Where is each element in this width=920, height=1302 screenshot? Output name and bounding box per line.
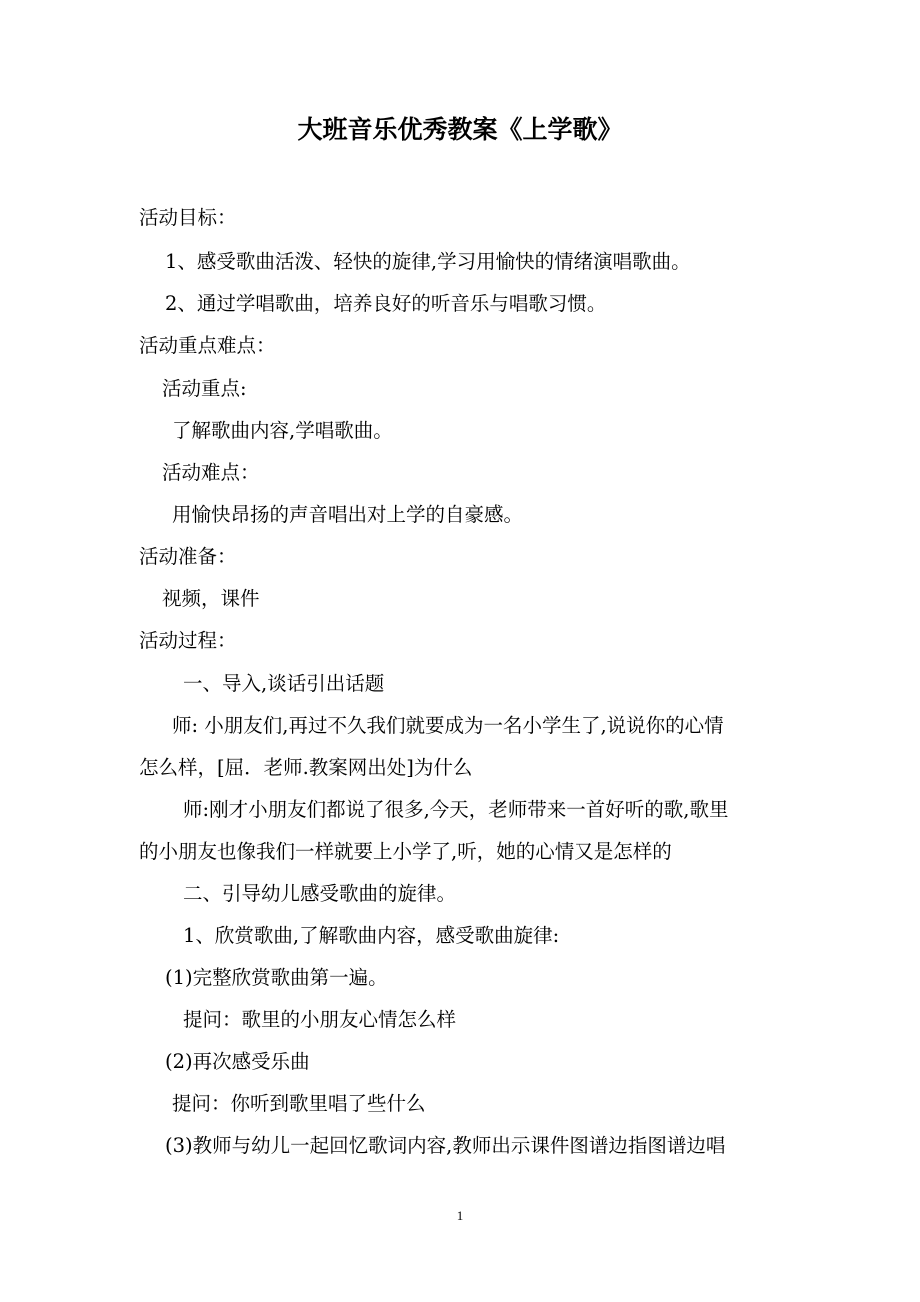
question-text: 提问：歌里的小朋友心情怎么样 [183, 1008, 457, 1031]
subheading-difficulty: 活动难点： [162, 461, 260, 484]
section-heading-goals: 活动目标： [139, 206, 237, 229]
paragraph-line: 怎么样，[屈．老师.教案网出处]为什么 [139, 756, 473, 779]
list-item: (2)再次感受乐曲 [165, 1050, 310, 1073]
key-point-text: 了解歌曲内容,学唱歌曲。 [172, 419, 393, 442]
paragraph-line: 的小朋友也像我们一样就要上小学了,听，她的心情又是怎样的 [139, 840, 672, 863]
step-heading-1: 一、导入,谈话引出话题 [183, 672, 385, 695]
subheading-key-point: 活动重点: [162, 377, 247, 400]
sub-step-1: 1、欣赏歌曲,了解歌曲内容，感受歌曲旋律: [183, 924, 560, 947]
page-number: 1 [456, 1208, 464, 1223]
goal-item-1: 1、感受歌曲活泼、轻快的旋律,学习用愉快的情绪演唱歌曲。 [165, 250, 691, 273]
section-heading-key-points: 活动重点难点： [139, 334, 276, 357]
document-title: 大班音乐优秀教案《上学歌》 [297, 115, 623, 144]
difficulty-text: 用愉快昂扬的声音唱出对上学的自豪感。 [172, 503, 524, 526]
section-heading-preparation: 活动准备： [139, 545, 237, 568]
paragraph-line: 师: 小朋友们,再过不久我们就要成为一名小学生了,说说你的心情 [172, 714, 724, 737]
goal-item-2: 2、通过学唱歌曲，培养良好的听音乐与唱歌习惯。 [165, 292, 607, 315]
section-heading-process: 活动过程： [139, 629, 237, 652]
question-text: 提问：你听到歌里唱了些什么 [172, 1092, 426, 1115]
preparation-text: 视频，课件 [162, 587, 260, 610]
step-heading-2: 二、引导幼儿感受歌曲的旋律。 [183, 882, 457, 905]
paragraph-line: 师:刚才小朋友们都说了很多,今天，老师带来一首好听的歌,歌里 [183, 798, 729, 821]
list-item: (1)完整欣赏歌曲第一遍。 [165, 966, 388, 989]
list-item: (3)教师与幼儿一起回忆歌词内容,教师出示课件图谱边指图谱边唱 [165, 1134, 726, 1157]
